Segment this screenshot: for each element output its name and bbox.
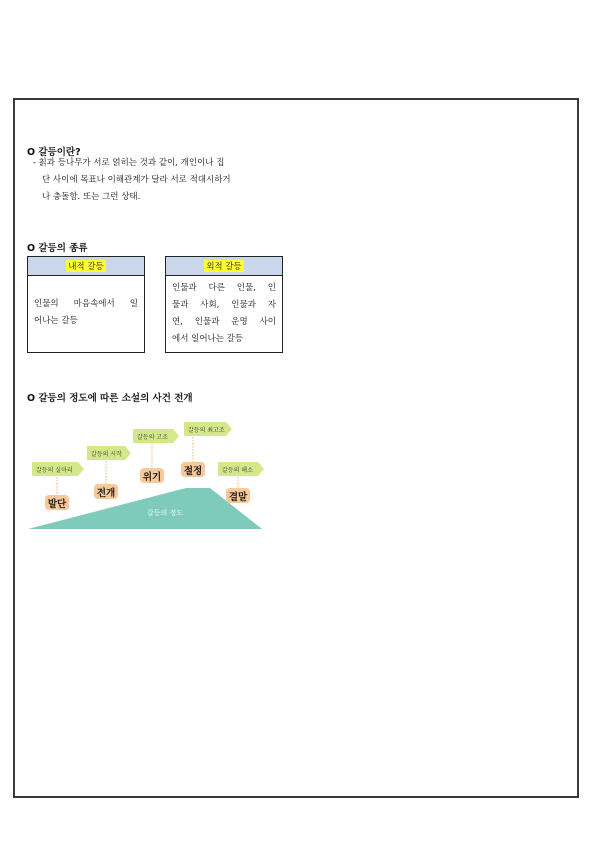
internal-conflict-description: 인물의 마음속에서 일 어나는 갈등 bbox=[34, 299, 138, 326]
stage-4-tag: 갈등의 최고조 bbox=[188, 427, 225, 434]
stage-1-tag: 갈등의 실마리 bbox=[36, 467, 73, 474]
definition-line-2: 단 사이에 목표나 이해관계가 달라 서로 적대시하거 bbox=[42, 175, 231, 185]
stage-4-word: 절정 bbox=[183, 466, 203, 477]
mountain-label: 갈등의 정도 bbox=[146, 509, 184, 517]
stage-3 bbox=[133, 429, 179, 483]
stage-2-tag: 갈등의 시작 bbox=[91, 451, 122, 458]
stage-1-word: 발단 bbox=[47, 499, 67, 510]
stage-2-word: 전개 bbox=[96, 488, 116, 499]
stage-2 bbox=[87, 446, 131, 499]
external-conflict-title: 외적 갈등 bbox=[166, 257, 282, 276]
stage-1 bbox=[32, 462, 84, 510]
internal-conflict-title: 내적 갈등 bbox=[28, 257, 144, 276]
plot-heading: O 갈등의 정도에 따른 소설의 사건 전개 bbox=[27, 393, 193, 404]
definition-heading: O 갈등이란? bbox=[27, 147, 81, 158]
stage-5-tag: 갈등의 해소 bbox=[222, 467, 253, 474]
stage-3-tag: 갈등의 고조 bbox=[137, 434, 168, 441]
definition-line-1: - 칡과 등나무가 서로 얽히는 것과 같이, 개인이나 집 bbox=[33, 158, 225, 168]
stage-3-word: 위기 bbox=[142, 472, 162, 483]
stage-5-word: 결말 bbox=[228, 492, 248, 503]
stage-5 bbox=[218, 462, 264, 503]
types-heading: O 갈등의 종류 bbox=[27, 243, 88, 254]
external-conflict-description: 인물과 다른 인물, 인 물과 사회, 인물과 자 연, 인물과 운명 사이 에서 일어나는 갈등 bbox=[172, 283, 276, 344]
definition-line-3: 나 충돌함. 또는 그런 상태. bbox=[42, 192, 141, 202]
